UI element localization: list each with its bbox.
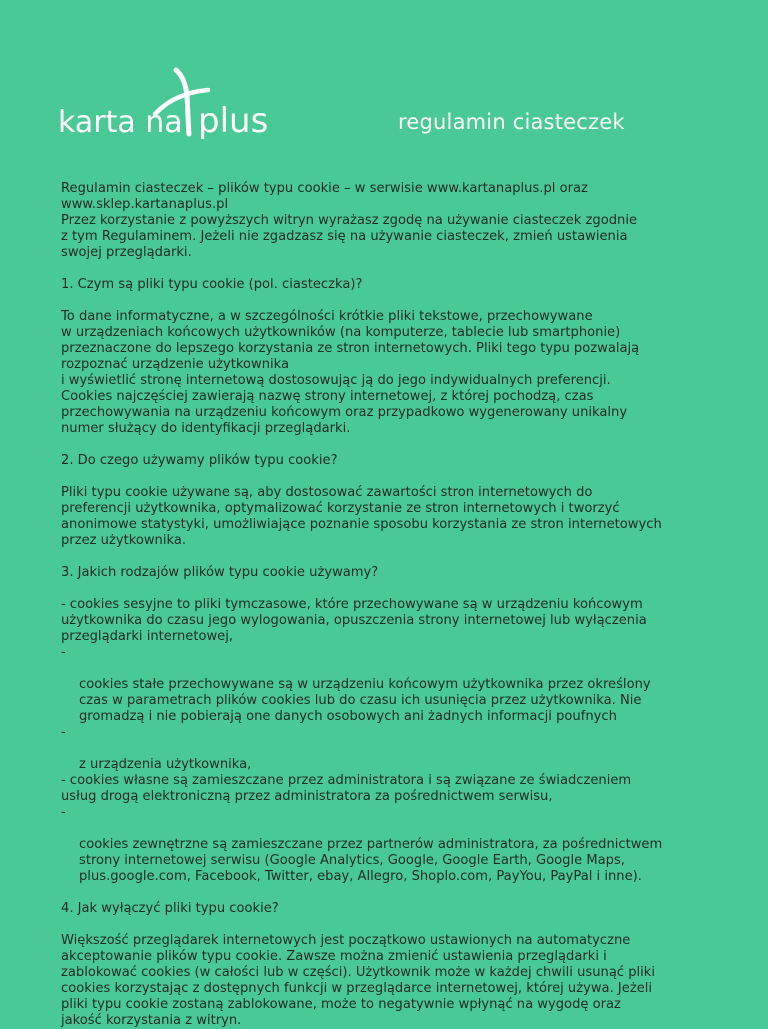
list-dash: - xyxy=(61,645,66,660)
logo-word-karta-na: karta na xyxy=(58,105,183,140)
list-item-text: cookies zewnętrzne są zamieszczane przez partnerów administratora, za pośrednictwem strony internetowej serwisu (Google Analytics, Google, Google Earth, Google Maps, plus.google.com, Facebook, Twitter, ebay, Allegro, Shoplo.com, PayYou, PayPal i inne). xyxy=(79,837,663,884)
cookie-type-persistent-continued xyxy=(61,725,715,773)
cookie-type-external xyxy=(61,805,715,885)
page-title: regulamin ciasteczek xyxy=(398,110,625,134)
page-header xyxy=(0,0,768,170)
section-3-heading: 3. Jakich rodzajów plików typu cookie używamy? xyxy=(61,565,379,580)
list-item-text: cookies stałe przechowywane są w urządzeniu końcowym użytkownika przez określony czas w parametrach plików cookies lub do czasu ich usunięcia przez użytkownika. Nie gromadzą i nie pobierają one danych osobowych ani żadnych informacji poufnych xyxy=(79,677,651,724)
list-item-text: z urządzenia użytkownika, xyxy=(79,757,252,772)
cookie-type-own: - cookies własne są zamieszczane przez administratora i są związane ze świadczeniem usług drogą elektroniczną przez administratora za pośrednictwem serwisu, xyxy=(61,773,632,804)
list-dash: - xyxy=(61,725,66,740)
section-1-body: To dane informatyczne, a w szczególności krótkie pliki tekstowe, przechowywane w urządzeniach końcowych użytkowników (na komputerze, tablecie lub smartphonie) przeznaczone do lepszego korzystania ze stron internetowych. Pliki tego typu pozwalają rozpoznać urządzenie użytkownika i wyświetlić stronę internetową dostosowując ją do jego indywidualnych preferencji. Cookies najczęściej zawierają nazwę strony internetowej, z której pochodzą, czas przechowywania na urządzeniu końcowym oraz przypadkowo wygenerowany unikalny numer służący do identyfikacji przeglądarki. xyxy=(61,309,640,436)
logo-word-plus: plus xyxy=(198,101,269,141)
regulation-document xyxy=(61,181,715,1029)
section-4-heading: 4. Jak wyłączyć pliki typu cookie? xyxy=(61,901,279,916)
cookie-type-persistent xyxy=(61,645,715,725)
cookie-type-session: - cookies sesyjne to pliki tymczasowe, które przechowywane są w urządzeniu końcowym użytkownika do czasu jego wylogowania, opuszczenia strony internetowej lub wyłączenia przeglądarki internetowej, xyxy=(61,597,647,644)
karta-na-plus-logo xyxy=(58,62,318,152)
section-4-body: Większość przeglądarek internetowych jest początkowo ustawionych na automatyczne akceptowanie plików typu cookie. Zawsze można zmienić ustawienia przeglądarki i zablokować cookies (w całości lub w części). Użytkownik może w każdej chwili usunąć pliki cookies korzystając z dostępnych funkcji w przeglądarce internetowej, której używa. Jeżeli pliki typu cookie zostaną zablokowane, może to negatywnie wpłynąć na wygodę oraz jakość korzystania z witryn. xyxy=(61,933,656,1028)
logo-graphic xyxy=(58,62,318,152)
section-1-heading: 1. Czym są pliki typu cookie (pol. ciasteczka)? xyxy=(61,277,363,292)
intro-paragraph: Regulamin ciasteczek – plików typu cookie – w serwisie www.kartanaplus.pl oraz www.sklep.kartanaplus.pl Przez korzystanie z powyższych witryn wyrażasz zgodę na używanie ciasteczek zgodnie z tym Regulaminem. Jeżeli nie zgadzasz się na używanie ciasteczek, zmień ustawienia swojej przeglądarki. xyxy=(61,181,638,260)
section-2-body: Pliki typu cookie używane są, aby dostosować zawartości stron internetowych do preferencji użytkownika, optymalizować korzystanie ze stron internetowych i tworzyć anonimowe statystyki, umożliwiające poznanie sposobu korzystania ze stron internetowych przez użytkownika. xyxy=(61,485,662,548)
list-dash: - xyxy=(61,805,66,820)
section-2-heading: 2. Do czego używamy plików typu cookie? xyxy=(61,453,338,468)
